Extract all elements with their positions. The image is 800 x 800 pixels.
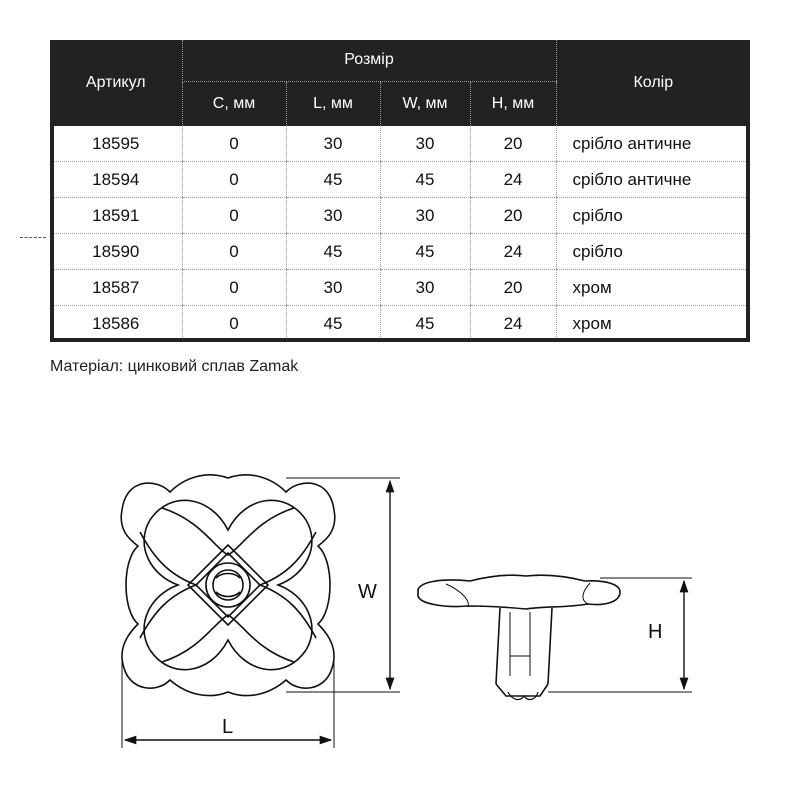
cell-c: 0 <box>182 270 286 306</box>
cell-color: срібло <box>556 198 750 234</box>
cell-color: хром <box>556 270 750 306</box>
cell-article: 18586 <box>92 313 140 333</box>
header-article: Артикул <box>50 40 182 126</box>
label-l: L <box>222 716 234 738</box>
header-l: L, мм <box>286 81 380 126</box>
cell-h: 24 <box>470 162 556 198</box>
cell-w: 30 <box>380 198 470 234</box>
header-size: Розмір <box>182 40 556 81</box>
cell-c: 0 <box>182 234 286 270</box>
cell-c: 0 <box>182 162 286 198</box>
cell-w: 30 <box>380 270 470 306</box>
dimension-l <box>122 660 334 748</box>
header-c: C, мм <box>182 81 286 126</box>
cell-color: хром <box>556 306 750 342</box>
cell-article: 18595 <box>50 126 182 162</box>
cell-l: 45 <box>286 234 380 270</box>
header-h: H, мм <box>470 81 556 126</box>
cell-l: 45 <box>286 162 380 198</box>
cell-color: срібло античне <box>556 162 750 198</box>
header-color: Колір <box>556 40 750 126</box>
label-w: W <box>358 581 377 603</box>
cell-c: 0 <box>182 126 286 162</box>
cell-c: 0 <box>182 306 286 342</box>
cell-h: 24 <box>470 234 556 270</box>
cell-l: 30 <box>286 126 380 162</box>
cell-h: 20 <box>470 198 556 234</box>
material-note: Матеріал: цинковий сплав Zamak <box>50 358 299 375</box>
cell-h: 24 <box>470 306 556 342</box>
cell-l: 30 <box>286 198 380 234</box>
cell-h: 20 <box>470 126 556 162</box>
cell-h: 20 <box>470 270 556 306</box>
dimension-w <box>286 478 400 692</box>
cell-color: срібло <box>556 234 750 270</box>
cell-article: 18591 <box>50 198 182 234</box>
cell-w: 30 <box>380 126 470 162</box>
knob-top-view <box>121 475 335 696</box>
cell-c: 0 <box>182 198 286 234</box>
cell-color: срібло античне <box>556 126 750 162</box>
cell-l: 30 <box>286 270 380 306</box>
cell-l: 45 <box>286 306 380 342</box>
cell-w: 45 <box>380 162 470 198</box>
header-w: W, мм <box>380 81 470 126</box>
cell-w: 45 <box>380 234 470 270</box>
knob-side-view <box>418 575 620 699</box>
cell-article: 18587 <box>50 270 182 306</box>
cell-w: 45 <box>380 306 470 342</box>
cell-article: 18594 <box>50 162 182 198</box>
label-h: H <box>648 621 663 643</box>
cell-article: 18590 <box>50 234 182 270</box>
